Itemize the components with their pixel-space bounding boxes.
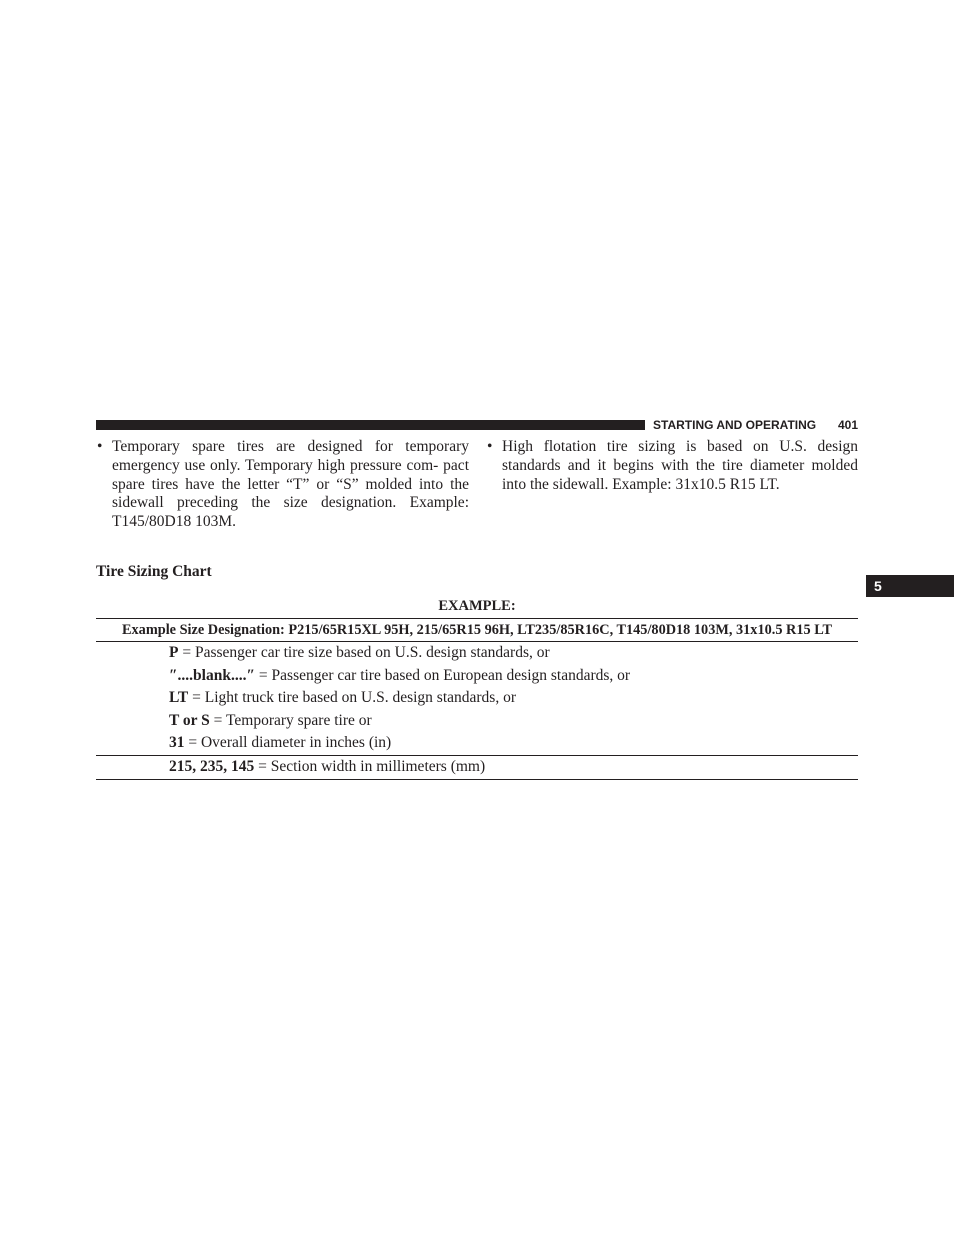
page-number: 401 (837, 418, 858, 432)
chart-definition: = Overall diameter in inches (in) (184, 734, 392, 752)
header-rule (96, 420, 645, 430)
chart-term: T or S (169, 711, 210, 729)
running-header (653, 417, 858, 433)
chart-term: LT (169, 689, 189, 707)
bullet-item (96, 438, 469, 532)
chart-term: ″....blank....″ (169, 666, 256, 684)
tire-sizing-chart (96, 596, 858, 780)
header-section-title: STARTING AND OPERATING (653, 418, 817, 432)
bullet-column-left (96, 438, 469, 532)
bullet-icon: • (487, 438, 493, 455)
bullet-text: High flotation tire sizing is based on U.S. design standards and it begins with the tire diameter molded into the sidewall. Example: 31x10.5 R15 LT. (502, 438, 858, 493)
chart-row (96, 687, 858, 710)
chart-row (96, 642, 858, 665)
chart-definition: = Passenger car tire based on European design standards, or (255, 666, 631, 684)
bullet-icon: • (97, 438, 103, 455)
chart-definition: = Light truck tire based on U.S. design standards, or (188, 689, 516, 707)
chapter-tab: 5 (866, 575, 954, 597)
chart-caption: EXAMPLE: (438, 598, 516, 614)
chart-term: 215, 235, 145 (169, 757, 255, 775)
chart-row (96, 755, 858, 780)
chart-row (96, 710, 858, 733)
chart-definition: = Section width in millimeters (mm) (254, 757, 486, 775)
bullet-text: Temporary spare tires are designed for temporary emergency use only. Temporary high pressure com- pact spare tires have the letter “T” or “S” molded into the sidewall preceding the size designation. Example: T145/80D18 103M. (112, 438, 469, 531)
chart-definition: = Passenger car tire size based on U.S. design standards, or (178, 644, 550, 661)
chart-term: P (169, 644, 179, 661)
chart-row (96, 665, 858, 688)
chart-heading: Example Size Designation: P215/65R15XL 95H, 215/65R15 96H, LT235/85R16C, T145/80D18 103M, 31x10.5 R15 LT (96, 618, 858, 642)
chart-row (96, 732, 858, 755)
chart-term: 31 (169, 734, 185, 752)
bullet-column-right (486, 438, 858, 494)
section-title: Tire Sizing Chart (96, 563, 212, 580)
bullet-item (486, 438, 858, 494)
chart-definition: = Temporary spare tire or (209, 711, 372, 729)
